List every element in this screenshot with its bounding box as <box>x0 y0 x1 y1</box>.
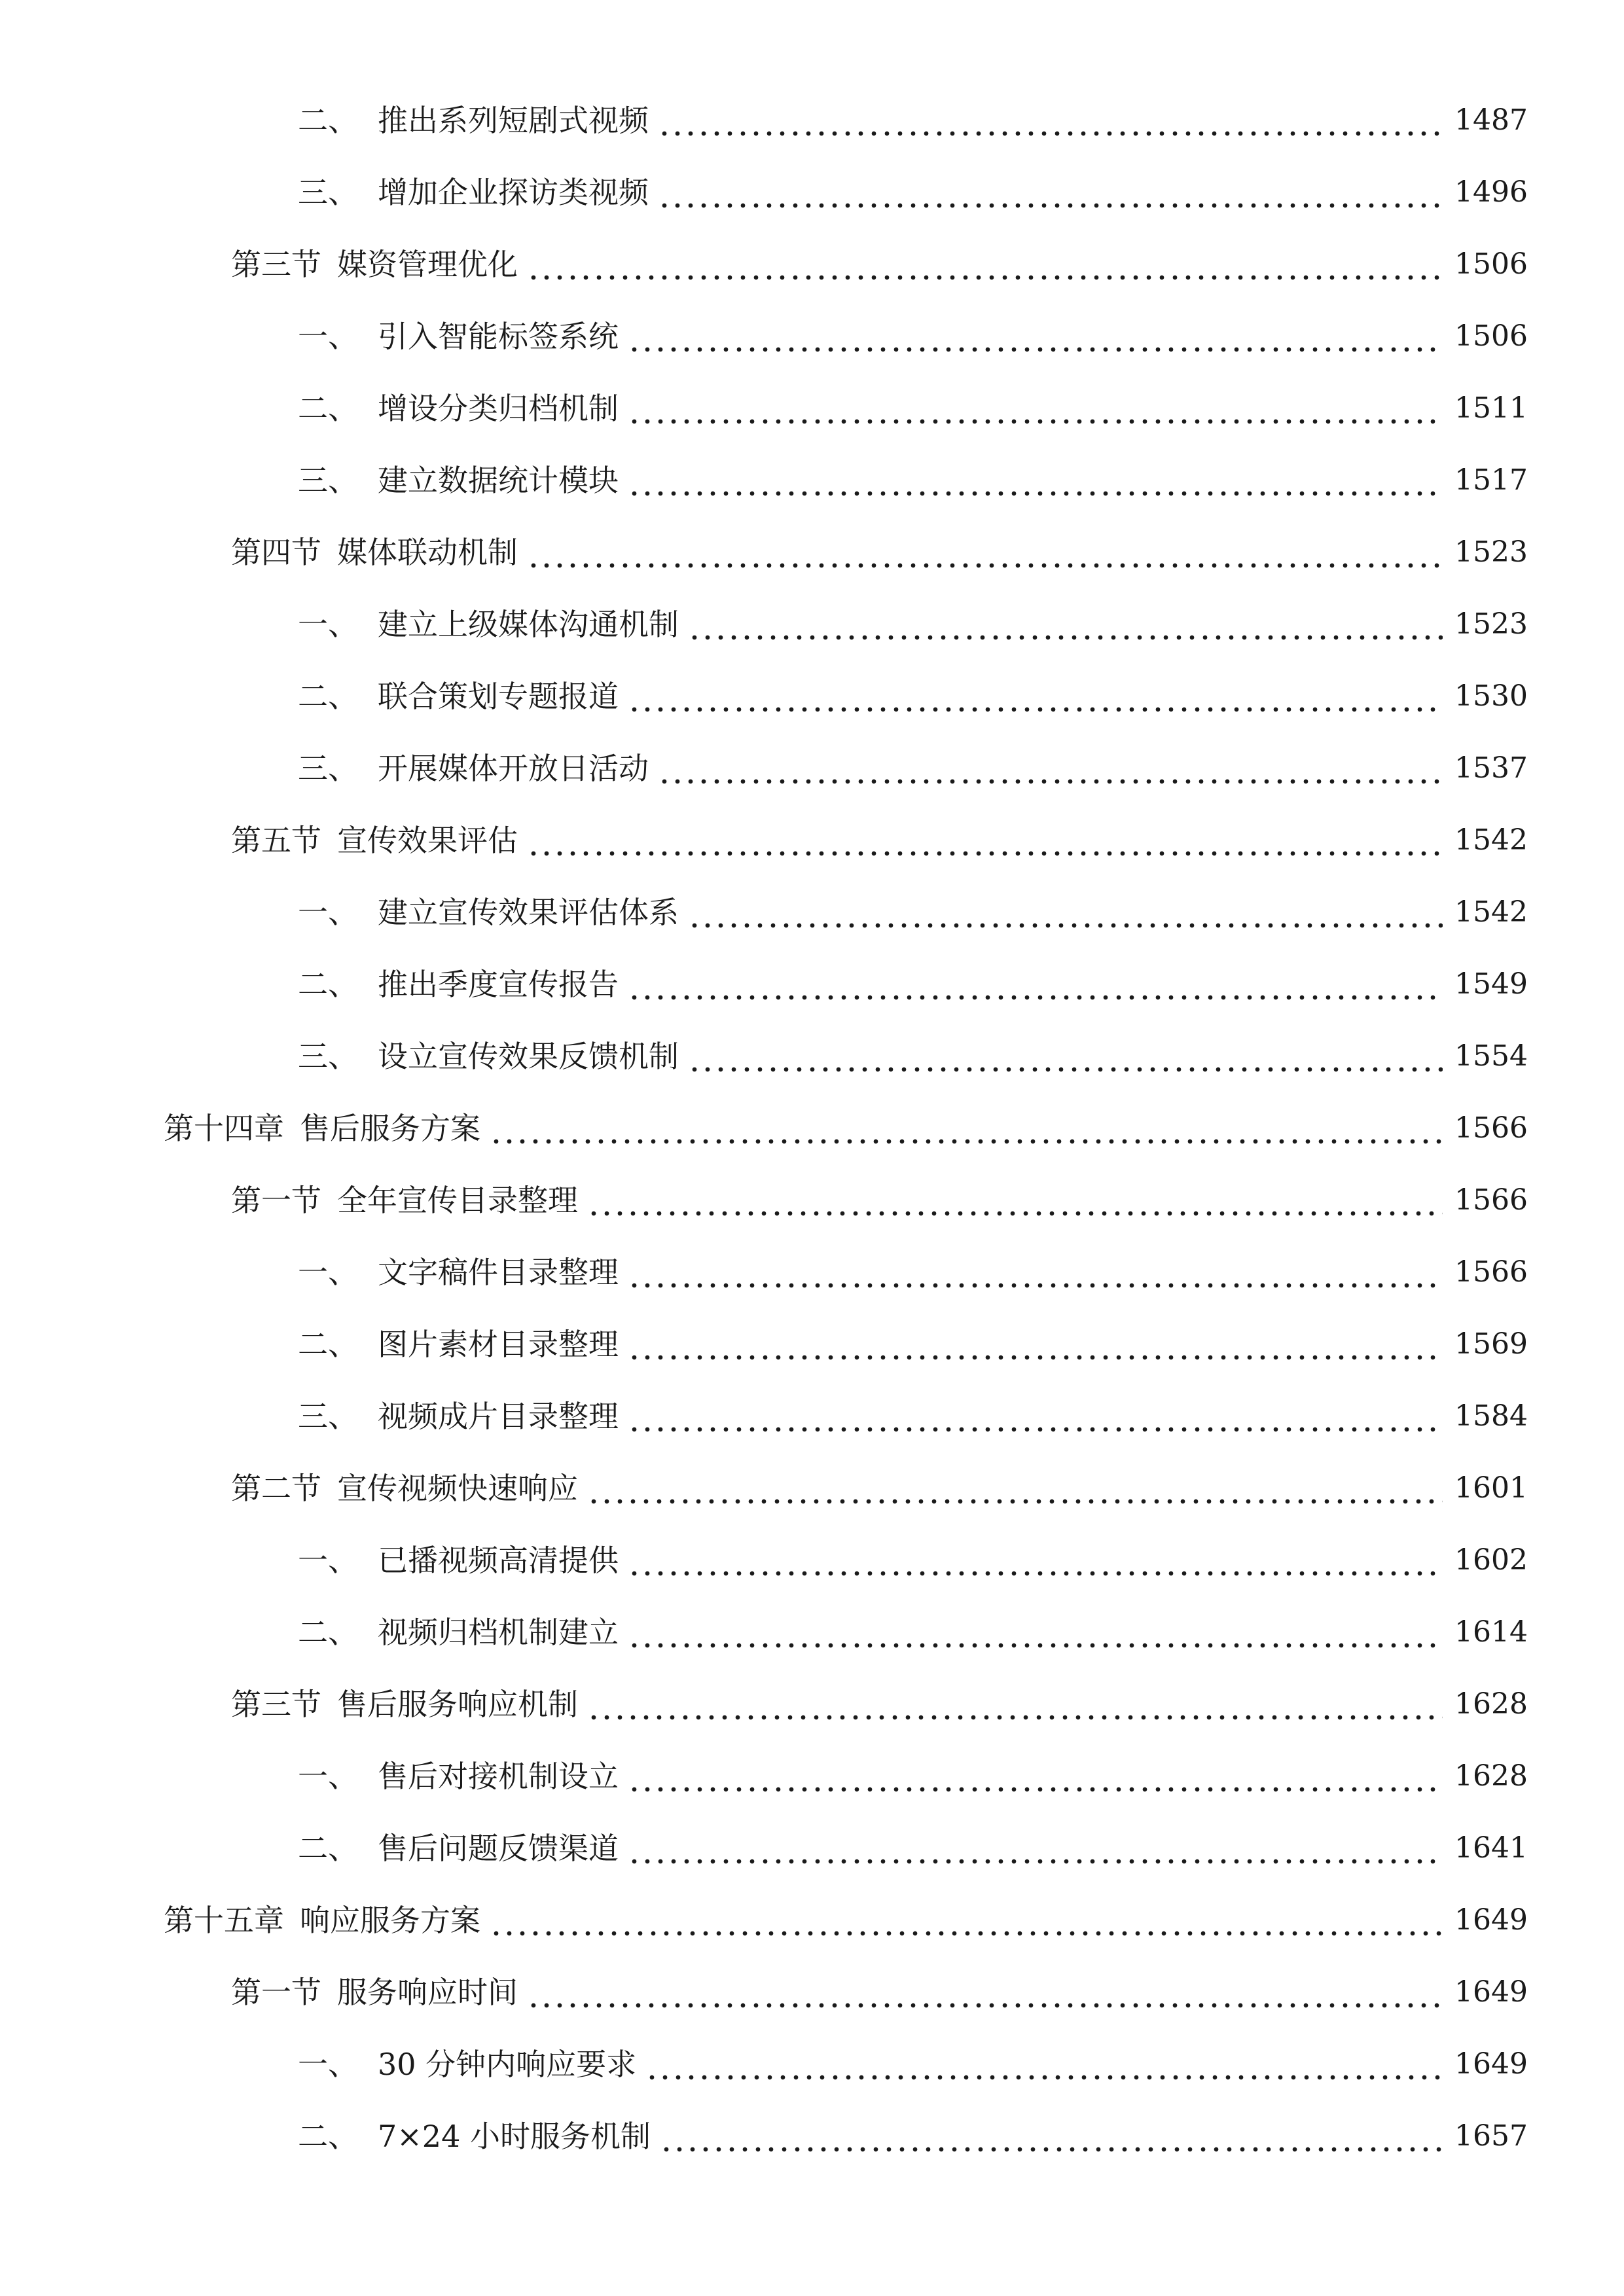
toc-dot-leader <box>490 1102 1443 1155</box>
toc-dot-leader <box>658 166 1443 219</box>
toc-entry-number: 一、 <box>298 319 358 354</box>
toc-entry-number: 第三节 <box>231 1687 321 1722</box>
toc-entry-page: 1549 <box>1454 967 1528 1001</box>
toc-entry[interactable] <box>298 1390 1528 1443</box>
toc-entry[interactable] <box>298 310 1528 363</box>
toc-entry[interactable] <box>298 670 1528 723</box>
toc-entry[interactable] <box>298 382 1528 435</box>
toc-entry-page: 1584 <box>1454 1399 1528 1433</box>
toc-entry-title: 售后服务方案 <box>300 1111 480 1146</box>
toc-entry-number: 一、 <box>298 1759 358 1794</box>
toc-entry-page: 1641 <box>1454 1831 1528 1865</box>
toc-dot-leader <box>587 1678 1443 1731</box>
toc-entry-title: 全年宣传目录整理 <box>337 1183 578 1218</box>
toc-entry-page: 1530 <box>1454 679 1528 713</box>
toc-entry-number: 二、 <box>298 967 358 1002</box>
toc-entry-number: 二、 <box>298 391 358 426</box>
toc-entry-number: 第五节 <box>231 823 321 858</box>
toc-entry-title: 增加企业探访类视频 <box>378 175 649 210</box>
toc-entry[interactable] <box>298 454 1528 507</box>
toc-entry-title: 宣传视频快速响应 <box>337 1471 578 1506</box>
toc-entry[interactable] <box>298 1030 1528 1083</box>
toc-entry-number: 三、 <box>298 751 358 786</box>
toc-entry-title: 文字稿件目录整理 <box>378 1255 619 1290</box>
toc-entry-title: 推出系列短剧式视频 <box>378 103 649 138</box>
toc-entry[interactable] <box>298 2038 1528 2090</box>
toc-entry[interactable] <box>298 166 1528 219</box>
toc-entry-page: 1523 <box>1454 535 1528 569</box>
toc-entry-title: 联合策划专题报道 <box>378 679 619 714</box>
toc-entry-title: 推出季度宣传报告 <box>378 967 619 1002</box>
toc-dot-leader <box>645 2038 1443 2090</box>
toc-entry-number: 二、 <box>298 679 358 714</box>
toc-entry[interactable] <box>298 598 1528 651</box>
toc-entry-page: 1496 <box>1454 175 1528 209</box>
toc-entry-page: 1511 <box>1454 391 1528 425</box>
toc-entry-title: 建立数据统计模块 <box>378 463 619 498</box>
toc-dot-leader <box>527 238 1443 291</box>
toc-entry-number: 第十四章 <box>164 1111 284 1146</box>
toc-entry-title: 建立宣传效果评估体系 <box>378 895 679 930</box>
toc-entry[interactable] <box>298 958 1528 1011</box>
toc-entry[interactable] <box>231 1966 1528 2018</box>
toc-entry[interactable] <box>231 238 1528 291</box>
toc-entry-title: 媒体联动机制 <box>337 535 518 570</box>
toc-dot-leader <box>628 1246 1443 1299</box>
toc-dot-leader <box>527 526 1443 579</box>
toc-entry-number: 一、 <box>298 1543 358 1578</box>
toc-entry-number: 第四节 <box>231 535 321 570</box>
toc-entry-number: 第一节 <box>231 1975 321 2010</box>
toc-dot-leader <box>688 1030 1443 1083</box>
toc-entry[interactable] <box>298 2110 1528 2162</box>
toc-dot-leader <box>658 94 1443 147</box>
toc-dot-leader <box>628 958 1443 1011</box>
toc-dot-leader <box>587 1462 1443 1515</box>
toc-entry-page: 1649 <box>1454 1903 1528 1937</box>
toc-dot-leader <box>628 1750 1443 1803</box>
toc-entry-number: 二、 <box>298 103 358 138</box>
toc-dot-leader <box>628 454 1443 507</box>
toc-entry-title: 7×24 小时服务机制 <box>378 2119 651 2154</box>
toc-entry-number: 第三节 <box>231 247 321 282</box>
toc-entry[interactable] <box>298 742 1528 795</box>
toc-entry[interactable] <box>298 1822 1528 1874</box>
toc-dot-leader <box>587 1174 1443 1227</box>
toc-dot-leader <box>688 886 1443 939</box>
toc-dot-leader <box>628 670 1443 723</box>
toc-entry-page: 1554 <box>1454 1039 1528 1073</box>
toc-dot-leader <box>527 814 1443 867</box>
toc-entry-number: 一、 <box>298 895 358 930</box>
toc-entry-page: 1602 <box>1454 1543 1528 1577</box>
toc-entry-title: 服务响应时间 <box>337 1975 518 2010</box>
toc-entry[interactable] <box>231 1174 1528 1227</box>
toc-entry-number: 三、 <box>298 1039 358 1074</box>
toc-entry-page: 1487 <box>1454 103 1528 137</box>
toc-entry-title: 媒资管理优化 <box>337 247 518 282</box>
toc-entry[interactable] <box>231 814 1528 867</box>
toc-entry-title: 售后对接机制设立 <box>378 1759 619 1794</box>
toc-entry-title: 图片素材目录整理 <box>378 1327 619 1362</box>
toc-dot-leader <box>490 1894 1443 1946</box>
toc-entry-title: 设立宣传效果反馈机制 <box>378 1039 679 1074</box>
toc-entry-page: 1566 <box>1454 1183 1528 1217</box>
toc-entry-title: 响应服务方案 <box>300 1903 480 1938</box>
toc-entry[interactable] <box>298 1318 1528 1371</box>
toc-entry-page: 1523 <box>1454 607 1528 641</box>
toc-entry-title: 开展媒体开放日活动 <box>378 751 649 786</box>
toc-dot-leader <box>527 1966 1443 2018</box>
toc-entry-page: 1628 <box>1454 1759 1528 1793</box>
toc-dot-leader <box>660 2110 1443 2162</box>
toc-entry-number: 二、 <box>298 1327 358 1362</box>
toc-entry-title: 引入智能标签系统 <box>378 319 619 354</box>
toc-entry-page: 1542 <box>1454 895 1528 929</box>
toc-entry[interactable] <box>298 1534 1528 1587</box>
toc-entry[interactable] <box>298 94 1528 147</box>
toc-entry[interactable] <box>298 1606 1528 1659</box>
toc-entry-title: 宣传效果评估 <box>337 823 518 858</box>
toc-entry[interactable] <box>298 1246 1528 1299</box>
toc-entry-page: 1649 <box>1454 2047 1528 2081</box>
toc-entry-page: 1628 <box>1454 1687 1528 1721</box>
toc-entry-page: 1657 <box>1454 2119 1528 2153</box>
toc-entry-page: 1569 <box>1454 1327 1528 1361</box>
toc-entry-page: 1506 <box>1454 319 1528 353</box>
toc-entry-number: 三、 <box>298 175 358 210</box>
toc-entry-number: 第一节 <box>231 1183 321 1218</box>
toc-entry-number: 第二节 <box>231 1471 321 1506</box>
toc-entry-page: 1649 <box>1454 1975 1528 2009</box>
toc-entry-page: 1566 <box>1454 1255 1528 1289</box>
toc-dot-leader <box>628 310 1443 363</box>
toc-entry-number: 二、 <box>298 1831 358 1866</box>
toc-entry-number: 一、 <box>298 1255 358 1290</box>
toc-entry-number: 一、 <box>298 2047 358 2082</box>
toc-entry-page: 1614 <box>1454 1615 1528 1649</box>
toc-entry-page: 1506 <box>1454 247 1528 281</box>
toc-dot-leader <box>658 742 1443 795</box>
toc-entry-page: 1517 <box>1454 463 1528 497</box>
toc-entry-title: 视频归档机制建立 <box>378 1615 619 1650</box>
toc-entry-number: 三、 <box>298 463 358 498</box>
toc-entry-title: 售后问题反馈渠道 <box>378 1831 619 1866</box>
toc-entry[interactable] <box>231 526 1528 579</box>
toc-dot-leader <box>628 1318 1443 1371</box>
toc-entry-title: 已播视频高清提供 <box>378 1543 619 1578</box>
toc-entry[interactable] <box>164 1894 1528 1946</box>
toc-entry-title: 售后服务响应机制 <box>337 1687 578 1722</box>
toc-entry-number: 一、 <box>298 607 358 642</box>
toc-dot-leader <box>628 1606 1443 1659</box>
toc-entry-number: 三、 <box>298 1399 358 1434</box>
toc-dot-leader <box>628 1822 1443 1874</box>
toc-entry-title: 建立上级媒体沟通机制 <box>378 607 679 642</box>
toc-entry-number: 第十五章 <box>164 1903 284 1938</box>
toc-entry-number: 二、 <box>298 1615 358 1650</box>
toc-dot-leader <box>688 598 1443 651</box>
toc-entry-title: 视频成片目录整理 <box>378 1399 619 1434</box>
toc-entry[interactable] <box>298 1750 1528 1803</box>
toc-entry[interactable] <box>298 886 1528 939</box>
toc-entry-page: 1537 <box>1454 751 1528 785</box>
toc-entry-page: 1601 <box>1454 1471 1528 1505</box>
toc-entry-number: 二、 <box>298 2119 358 2154</box>
toc-entry[interactable] <box>231 1678 1528 1731</box>
toc-entry[interactable] <box>164 1102 1528 1155</box>
toc-dot-leader <box>628 382 1443 435</box>
toc-dot-leader <box>628 1390 1443 1443</box>
toc-entry-title: 30 分钟内响应要求 <box>378 2047 637 2082</box>
toc-entry-page: 1542 <box>1454 823 1528 857</box>
toc-dot-leader <box>628 1534 1443 1587</box>
toc-entry-title: 增设分类归档机制 <box>378 391 619 426</box>
toc-entry-page: 1566 <box>1454 1111 1528 1145</box>
toc-entry[interactable] <box>231 1462 1528 1515</box>
